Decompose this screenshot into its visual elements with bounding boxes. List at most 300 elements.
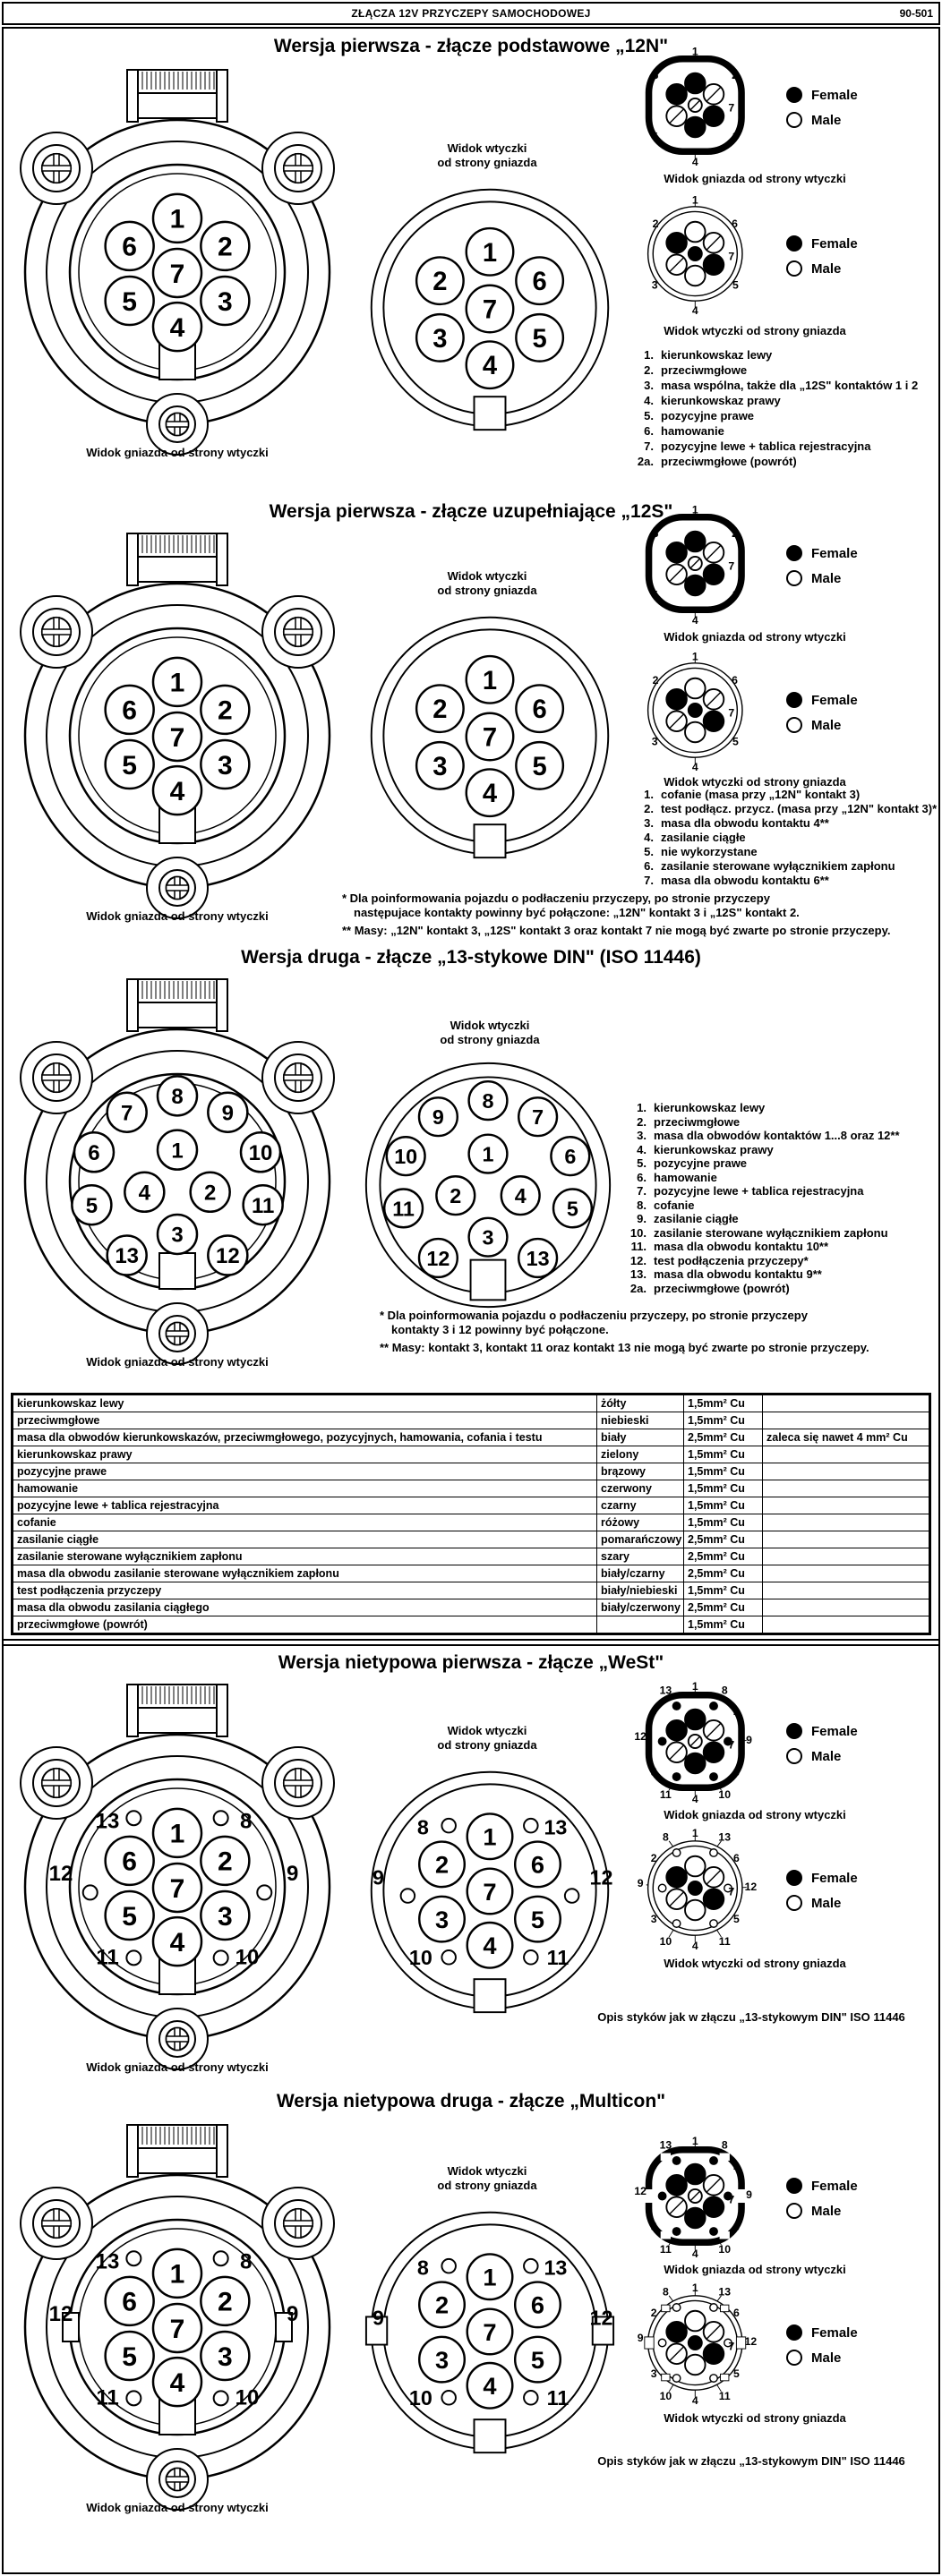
table-cell: masa dla obwodu zasilania ciągłego [13, 1599, 597, 1616]
mini-plug-diagram [623, 190, 775, 322]
female-dot-icon [786, 2178, 802, 2194]
mini-caption: Widok wtyczki od strony gniazda [664, 1957, 846, 1970]
svg-text:6: 6 [88, 1140, 100, 1165]
table-cell [763, 1548, 929, 1565]
svg-text:2: 2 [218, 2287, 233, 2317]
footnotes: * Dla poinformowania pojazdu o podłaczeniu przyczepy, po stronie przyczepy kontakty 3 i 12 powinny być połączone. ** Masy: kontakt 3, kontakt 11 oraz kontakt 13 nie mogą być zwarte po stronie przyczepy. [380, 1309, 869, 1354]
svg-text:1: 1 [171, 1139, 184, 1164]
svg-text:3: 3 [434, 1905, 450, 1933]
svg-text:1: 1 [482, 666, 498, 695]
table-cell: kierunkowskaz prawy [13, 1446, 597, 1463]
svg-text:5: 5 [651, 130, 658, 143]
svg-text:12: 12 [634, 1730, 647, 1744]
svg-text:2: 2 [652, 218, 659, 231]
svg-text:3: 3 [651, 278, 658, 292]
socket-diagram-west [7, 1683, 347, 2059]
svg-text:9: 9 [637, 2332, 644, 2345]
plug-caption: Widok wtyczki od strony gniazda [437, 2164, 537, 2192]
svg-text:12: 12 [589, 1865, 613, 1889]
svg-text:5: 5 [122, 1901, 137, 1932]
svg-text:3: 3 [432, 324, 448, 354]
mini-socket-diagram [623, 2132, 775, 2265]
section-title: Wersja druga - złącze „13-stykowe DIN" (ISO 11446) [241, 947, 701, 968]
table-cell [763, 1480, 929, 1497]
table-cell: masa dla obwodów kierunkowskazów, przeciwmgłowego, pozycyjnych, hamowania, cofania i testu [13, 1429, 597, 1446]
svg-text:10: 10 [718, 1788, 732, 1802]
male-dot-icon [786, 2203, 802, 2219]
pin-description-note: Opis styków jak w złączu „13-stykowym DIN" ISO 11446 [597, 2454, 905, 2468]
svg-text:5: 5 [122, 286, 137, 317]
svg-text:7: 7 [728, 1885, 735, 1898]
table-row [13, 1531, 929, 1548]
svg-text:4: 4 [482, 780, 498, 809]
svg-text:9: 9 [746, 2188, 752, 2202]
male-dot-icon [786, 1748, 802, 1764]
svg-text:1: 1 [482, 238, 498, 268]
mini-plug-diagram [623, 1824, 775, 1957]
svg-text:9: 9 [746, 1734, 752, 1747]
plug-caption: Widok wtyczki od strony gniazda [440, 1019, 540, 1046]
svg-text:4: 4 [482, 352, 498, 381]
list-item: 7. masa dla obwodu kontaktu 6** [644, 874, 829, 887]
svg-text:9: 9 [287, 2302, 299, 2327]
svg-text:13: 13 [718, 2285, 732, 2299]
table-cell: cofanie [13, 1514, 597, 1531]
svg-text:3: 3 [650, 1912, 657, 1925]
list-item: 6. zasilanie sterowane wyłącznikiem zapłonu [644, 859, 895, 873]
table-row [13, 1429, 929, 1446]
pin-function-list [627, 788, 937, 888]
svg-text:4: 4 [691, 1939, 698, 1952]
list-item: 3. masa dla obwodu kontaktu 4** [644, 816, 829, 830]
list-item: 10. zasilanie sterowane wyłącznikiem zapłonu [629, 1225, 888, 1240]
socket-diagram-12n [7, 68, 347, 444]
svg-text:13: 13 [526, 1246, 550, 1270]
svg-text:5: 5 [732, 278, 739, 292]
socket-diagram-12s [7, 532, 347, 908]
svg-text:4: 4 [691, 1792, 698, 1805]
svg-text:7: 7 [532, 1105, 544, 1130]
table-row [13, 1616, 929, 1633]
svg-text:1: 1 [482, 1142, 494, 1166]
svg-text:8: 8 [240, 2249, 253, 2274]
svg-text:5: 5 [732, 1912, 740, 1925]
svg-text:4: 4 [691, 155, 698, 168]
svg-text:8: 8 [721, 2138, 728, 2152]
table-row [13, 1395, 929, 1412]
svg-text:3: 3 [732, 1765, 740, 1778]
socket-caption: Widok gniazda od strony wtyczki [86, 909, 269, 923]
svg-text:6: 6 [122, 695, 137, 726]
svg-text:1: 1 [169, 668, 185, 698]
socket-housing-west [7, 1683, 347, 2074]
section-12n [4, 29, 938, 499]
svg-text:11: 11 [96, 1945, 119, 1970]
socket-housing-12s [7, 532, 347, 923]
pin-legend: Female Male [786, 2324, 858, 2366]
list-item: 3. masa wspólna, także dla „12S" kontaktów 1 i 2 [644, 379, 919, 392]
svg-text:4: 4 [691, 2247, 698, 2260]
svg-text:2: 2 [432, 268, 448, 297]
svg-text:2: 2 [218, 1847, 233, 1877]
svg-text:9: 9 [373, 2306, 385, 2330]
svg-text:6: 6 [652, 69, 659, 82]
table-cell [763, 1582, 929, 1599]
table-cell [763, 1395, 929, 1412]
svg-text:3: 3 [218, 1901, 233, 1932]
table-cell: przeciwmgłowe [13, 1412, 597, 1429]
list-item: 1. kierunkowskaz lewy [637, 1101, 766, 1114]
svg-text:8: 8 [662, 2285, 669, 2299]
list-item: 13. masa dla obwodu kontaktu 9** [629, 1267, 822, 1281]
pin-legend: Female Male [786, 692, 858, 733]
svg-text:7: 7 [169, 722, 185, 753]
svg-text:4: 4 [483, 1932, 497, 1960]
list-item: 2a. przeciwmgłowe (powrót) [629, 1281, 790, 1295]
mini-plug-view [620, 2279, 858, 2411]
page-header [2, 2, 940, 25]
svg-text:3: 3 [218, 286, 233, 317]
section-12s [4, 499, 938, 943]
svg-text:4: 4 [691, 613, 698, 627]
svg-text:6: 6 [650, 1705, 657, 1719]
table-cell: pozycyjne prawe [13, 1463, 597, 1480]
svg-text:10: 10 [659, 1935, 672, 1949]
footnotes: * Dla poinformowania pojazdu o podłaczeniu przyczepy, po stronie przyczepy następujace kontakty powinny być połączone: „12N" kontakt 3 i „12S" kontakt 2. ** Masy: „12N" kontakt 3, „12S" kontakt 3 oraz kontakt 7 nie mogą być zwarte po stronie przyczepy. [342, 891, 891, 937]
svg-text:3: 3 [171, 1223, 184, 1248]
table-row [13, 1514, 929, 1531]
table-cell: żółty [597, 1395, 684, 1412]
document-title: ZŁĄCZA 12V PRZYCZEPY SAMOCHODOWEJ [351, 7, 591, 20]
list-item: 2. przeciwmgłowe [637, 1114, 741, 1129]
mini-caption: Widok wtyczki od strony gniazda [664, 2411, 846, 2425]
table-cell [763, 1412, 929, 1429]
svg-text:3: 3 [482, 1225, 494, 1250]
document-code: 90-501 [899, 7, 933, 20]
table-cell: przeciwmgłowe (powrót) [13, 1616, 597, 1633]
svg-text:6: 6 [122, 1847, 137, 1877]
svg-text:2: 2 [218, 232, 233, 262]
list-item: 8. cofanie [637, 1198, 695, 1212]
svg-text:6: 6 [564, 1145, 577, 1169]
svg-text:3: 3 [218, 750, 233, 780]
female-dot-icon [786, 1870, 802, 1886]
section-title: Wersja nietypowa pierwsza - złącze „WeSt" [278, 1652, 664, 1673]
svg-text:11: 11 [251, 1193, 275, 1218]
svg-text:13: 13 [718, 1830, 732, 1844]
table-cell: pozycyjne lewe + tablica rejestracyjna [13, 1497, 597, 1514]
svg-text:6: 6 [732, 218, 738, 231]
list-item: 12. test podłączenia przyczepy* [629, 1253, 809, 1267]
plug-caption: Widok wtyczki od strony gniazda [437, 1724, 537, 1752]
svg-text:12: 12 [744, 2335, 758, 2349]
svg-text:7: 7 [728, 2193, 735, 2206]
svg-text:13: 13 [544, 1815, 568, 1839]
svg-text:10: 10 [408, 2386, 432, 2410]
svg-text:7: 7 [728, 706, 735, 720]
table-cell: masa dla obwodu zasilanie sterowane wyłącznikiem zapłonu [13, 1565, 597, 1582]
female-dot-icon [786, 692, 802, 708]
svg-text:2: 2 [450, 1184, 462, 1208]
section-multicon [4, 2078, 938, 2562]
svg-text:7: 7 [169, 1873, 185, 1904]
svg-text:8: 8 [662, 1830, 669, 1844]
table-cell: biały/niebieski [597, 1582, 684, 1599]
svg-text:7: 7 [728, 250, 735, 263]
table-cell: brązowy [597, 1463, 684, 1480]
svg-text:1: 1 [691, 2281, 698, 2294]
list-item: 6. hamowanie [644, 424, 724, 438]
list-item: 5. pozycyjne prawe [637, 1156, 748, 1170]
pin-legend: Female Male [786, 1723, 858, 1764]
svg-text:4: 4 [483, 2372, 497, 2401]
plug-caption: Widok wtyczki od strony gniazda [437, 569, 537, 597]
section-title: Wersja pierwsza - złącze podstawowe „12N" [273, 36, 669, 56]
table-row [13, 1497, 929, 1514]
svg-text:8: 8 [721, 1684, 728, 1697]
svg-text:1: 1 [169, 2259, 185, 2290]
mini-socket-diagram [623, 499, 775, 632]
section-title: Wersja pierwsza - złącze uzupełniające „12S" [269, 501, 673, 522]
svg-text:11: 11 [546, 2386, 569, 2410]
table-cell: pomarańczowy [597, 1531, 684, 1548]
svg-text:5: 5 [532, 752, 547, 781]
plug-diagram-multicon [364, 2200, 616, 2466]
svg-text:2: 2 [204, 1181, 217, 1206]
list-item: 2. przeciwmgłowe [644, 363, 748, 377]
svg-text:6: 6 [732, 674, 738, 687]
svg-text:10: 10 [394, 1145, 418, 1169]
pin-legend: Female Male [786, 87, 858, 128]
svg-text:4: 4 [169, 312, 185, 343]
svg-text:10: 10 [718, 2243, 732, 2256]
table-cell: 2,5mm² Cu [684, 1429, 763, 1446]
svg-text:7: 7 [120, 1101, 133, 1126]
table-cell: 1,5mm² Cu [684, 1514, 763, 1531]
svg-text:6: 6 [122, 2287, 137, 2317]
svg-text:7: 7 [483, 1877, 497, 1906]
mini-plug-view [620, 646, 858, 779]
table-row [13, 1463, 929, 1480]
svg-text:11: 11 [718, 2390, 731, 2403]
svg-text:8: 8 [416, 2256, 429, 2280]
svg-text:3: 3 [651, 735, 658, 748]
section-west [4, 1649, 938, 2078]
table-row [13, 1446, 929, 1463]
list-item: 4. kierunkowskaz prawy [644, 394, 781, 407]
svg-text:11: 11 [96, 2385, 119, 2410]
list-item: 7. pozycyjne lewe + tablica rejestracyjna [644, 439, 871, 453]
right-column [620, 2078, 940, 2562]
svg-text:4: 4 [138, 1181, 150, 1206]
svg-text:12: 12 [48, 2302, 73, 2327]
male-dot-icon [786, 717, 802, 733]
svg-text:6: 6 [652, 527, 659, 541]
socket-housing-13din [7, 977, 347, 1369]
table-cell: 2,5mm² Cu [684, 1548, 763, 1565]
svg-text:4: 4 [691, 2393, 698, 2407]
socket-caption: Widok gniazda od strony wtyczki [86, 2060, 269, 2074]
svg-text:9: 9 [432, 1105, 444, 1130]
pin-legend: Female Male [786, 545, 858, 586]
svg-text:3: 3 [732, 588, 739, 601]
svg-text:6: 6 [650, 2160, 657, 2173]
svg-text:12: 12 [744, 1881, 758, 1894]
mini-socket-view [620, 2132, 858, 2265]
svg-text:1: 1 [691, 193, 698, 207]
mini-caption: Widok wtyczki od strony gniazda [664, 324, 846, 337]
list-item: 5. nie wykorzystane [644, 845, 758, 858]
svg-text:1: 1 [169, 204, 185, 235]
mini-caption: Widok gniazda od strony wtyczki [664, 2263, 846, 2276]
table-cell: 2,5mm² Cu [684, 1599, 763, 1616]
svg-text:2: 2 [434, 2290, 450, 2319]
table-cell [763, 1565, 929, 1582]
socket-diagram-13din [7, 977, 347, 1353]
svg-text:2: 2 [218, 695, 233, 726]
male-dot-icon [786, 112, 802, 128]
table-cell: 1,5mm² Cu [684, 1497, 763, 1514]
svg-text:2: 2 [650, 1852, 657, 1865]
table-row [13, 1599, 929, 1616]
svg-text:6: 6 [732, 2307, 740, 2320]
table-cell: zasilanie ciągłe [13, 1531, 597, 1548]
pin-legend: Female Male [786, 235, 858, 277]
svg-text:13: 13 [95, 2249, 120, 2274]
mini-plug-diagram [623, 2279, 775, 2411]
mini-socket-view [620, 1677, 858, 1810]
section-divider [4, 1639, 938, 1646]
svg-text:8: 8 [240, 1809, 253, 1834]
svg-text:11: 11 [718, 1935, 731, 1949]
table-cell [763, 1616, 929, 1633]
mini-caption: Widok wtyczki od strony gniazda [664, 775, 846, 789]
svg-text:3: 3 [650, 2367, 657, 2380]
list-item: 6. hamowanie [637, 1170, 717, 1184]
svg-text:5: 5 [732, 735, 739, 748]
list-item: 4. zasilanie ciągłe [644, 831, 746, 844]
section-title: Wersja nietypowa druga - złącze „Multicon" [276, 2091, 666, 2111]
mini-socket-view [620, 499, 858, 632]
table-cell: biały [597, 1429, 684, 1446]
female-dot-icon [786, 2324, 802, 2341]
table-cell: 1,5mm² Cu [684, 1412, 763, 1429]
svg-text:1: 1 [691, 1679, 698, 1693]
table-row [13, 1582, 929, 1599]
table-cell [763, 1463, 929, 1480]
svg-text:5: 5 [566, 1197, 578, 1221]
svg-text:7: 7 [169, 2314, 185, 2344]
svg-text:4: 4 [691, 303, 698, 317]
socket-diagram-multicon [7, 2123, 347, 2499]
right-column [620, 29, 940, 499]
table-cell: test podłączenia przyczepy [13, 1582, 597, 1599]
table-cell [763, 1599, 929, 1616]
svg-text:2: 2 [732, 1705, 740, 1719]
plug-diagram-west [364, 1760, 616, 2026]
plug-diagram-12n [364, 177, 616, 443]
pin-legend: Female Male [786, 2178, 858, 2219]
svg-text:13: 13 [544, 2256, 568, 2280]
list-item: 7. pozycyjne lewe + tablica rejestracyjna [637, 1184, 864, 1198]
mini-socket-diagram [623, 1677, 775, 1810]
table-cell: hamowanie [13, 1480, 597, 1497]
svg-text:3: 3 [434, 2345, 450, 2374]
svg-text:6: 6 [530, 2290, 545, 2319]
list-item: 2a. przeciwmgłowe (powrót) [637, 455, 797, 468]
socket-caption: Widok gniazda od strony wtyczki [86, 1355, 269, 1369]
svg-text:13: 13 [659, 1684, 672, 1697]
svg-text:2: 2 [432, 695, 448, 725]
list-item: 3. masa dla obwodów kontaktów 1...8 oraz 12** [637, 1129, 900, 1142]
table-row [13, 1548, 929, 1565]
svg-text:11: 11 [659, 2243, 672, 2256]
svg-text:5: 5 [122, 750, 137, 780]
male-dot-icon [786, 1895, 802, 1911]
svg-text:13: 13 [659, 2138, 672, 2152]
svg-text:3: 3 [732, 2220, 740, 2233]
svg-text:5: 5 [85, 1193, 98, 1218]
table-cell [763, 1497, 929, 1514]
table-cell: kierunkowskaz lewy [13, 1395, 597, 1412]
mini-caption: Widok gniazda od strony wtyczki [664, 630, 846, 644]
svg-text:12: 12 [48, 1862, 73, 1887]
svg-text:1: 1 [691, 2134, 698, 2147]
table-cell: biały/czarny [597, 1565, 684, 1582]
svg-text:10: 10 [248, 1140, 273, 1165]
svg-text:7: 7 [169, 259, 185, 289]
svg-text:1: 1 [691, 503, 698, 516]
table-cell: niebieski [597, 1412, 684, 1429]
svg-text:7: 7 [728, 2340, 735, 2353]
svg-text:1: 1 [691, 45, 698, 58]
mini-caption: Widok gniazda od strony wtyczki [664, 172, 846, 185]
table-cell [597, 1616, 684, 1633]
svg-text:10: 10 [408, 1946, 432, 1970]
svg-text:6: 6 [532, 695, 547, 725]
table-cell: 1,5mm² Cu [684, 1395, 763, 1412]
mini-socket-view [620, 41, 858, 174]
svg-text:4: 4 [169, 1927, 185, 1958]
female-dot-icon [786, 235, 802, 252]
table-cell: 2,5mm² Cu [684, 1531, 763, 1548]
svg-text:9: 9 [221, 1101, 235, 1126]
table-cell [763, 1514, 929, 1531]
table-row [13, 1565, 929, 1582]
mini-caption: Widok gniazda od strony wtyczki [664, 1808, 846, 1821]
svg-text:7: 7 [728, 1738, 735, 1752]
svg-text:2: 2 [732, 2160, 740, 2173]
table-cell: czarny [597, 1497, 684, 1514]
socket-caption: Widok gniazda od strony wtyczki [86, 2501, 269, 2514]
list-item: 5. pozycyjne prawe [644, 409, 755, 422]
svg-text:4: 4 [514, 1184, 527, 1208]
svg-text:12: 12 [426, 1246, 450, 1270]
svg-text:1: 1 [691, 650, 698, 663]
svg-text:8: 8 [482, 1088, 494, 1113]
table-cell: 1,5mm² Cu [684, 1463, 763, 1480]
plug-caption: Widok wtyczki od strony gniazda [437, 141, 537, 169]
socket-housing-12n [7, 68, 347, 459]
svg-text:10: 10 [235, 2385, 260, 2410]
svg-text:5: 5 [532, 324, 547, 354]
plug-diagram-12s [364, 605, 616, 871]
list-item: 4. kierunkowskaz prawy [637, 1142, 774, 1156]
svg-text:1: 1 [691, 1826, 698, 1839]
table-cell: biały/czerwony [597, 1599, 684, 1616]
pin-description-note: Opis styków jak w złączu „13-stykowym DIN" ISO 11446 [597, 2010, 905, 2024]
mini-plug-diagram [623, 646, 775, 779]
